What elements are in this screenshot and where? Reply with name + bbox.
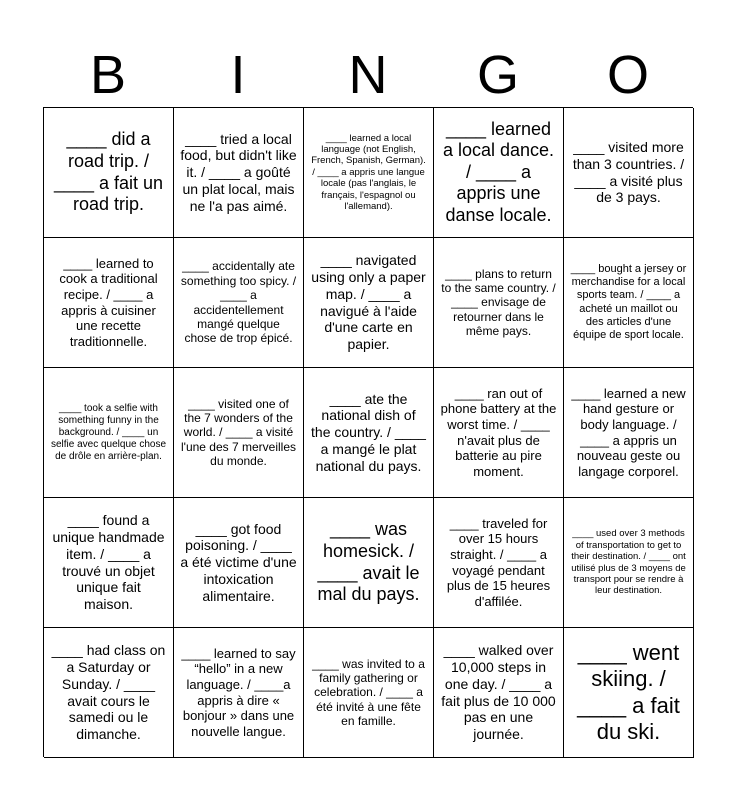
bingo-cell[interactable]: ____ learned a new hand gesture or body language. / ____ a appris un nouveau geste ou langage corporel. bbox=[564, 368, 694, 498]
header-letter-b: B bbox=[89, 45, 127, 105]
bingo-cell[interactable]: ____ plans to return to the same country. / ____ envisage de retourner dans le même pays. bbox=[434, 238, 564, 368]
bingo-cell[interactable]: ____ was invited to a family gathering or celebration. / ____ a été invité à une fête en famille. bbox=[304, 628, 434, 758]
bingo-cell[interactable]: ____ was homesick. / ____ avait le mal du pays. bbox=[304, 498, 434, 628]
header-letter-g: G bbox=[476, 45, 519, 105]
bingo-cell[interactable]: ____ learned to cook a traditional recipe. / ____ a appris à cuisiner une recette traditionnelle. bbox=[44, 238, 174, 368]
bingo-cell[interactable]: ____ visited one of the 7 wonders of the world. / ____ a visité l'une des 7 merveilles du monde. bbox=[174, 368, 304, 498]
bingo-grid bbox=[43, 107, 693, 757]
bingo-cell[interactable]: ____ visited more than 3 countries. / ____ a visité plus de 3 pays. bbox=[564, 108, 694, 238]
bingo-cell[interactable]: ____ traveled for over 15 hours straight. / ____ a voyagé pendant plus de 15 heures d'affilée. bbox=[434, 498, 564, 628]
bingo-cell[interactable]: ____ tried a local food, but didn't like it. / ____ a goûté un plat local, mais ne l'a pas aimé. bbox=[174, 108, 304, 238]
bingo-cell[interactable]: ____ walked over 10,000 steps in one day. / ____ a fait plus de 10 000 pas en une journée. bbox=[434, 628, 564, 758]
bingo-cell[interactable]: ____ ran out of phone battery at the worst time. / ____ n'avait plus de batterie au pire moment. bbox=[434, 368, 564, 498]
bingo-cell[interactable]: ____ got food poisoning. / ____ a été victime d'une intoxication alimentaire. bbox=[174, 498, 304, 628]
bingo-cell[interactable]: ____ learned to say “hello” in a new language. / ____a appris à dire « bonjour » dans une nouvelle langue. bbox=[174, 628, 304, 758]
bingo-cell[interactable]: ____ went skiing. / ____ a fait du ski. bbox=[564, 628, 694, 758]
bingo-cell[interactable]: ____ had class on a Saturday or Sunday. / ____ avait cours le samedi ou le dimanche. bbox=[44, 628, 174, 758]
bingo-cell[interactable]: ____ navigated using only a paper map. / ____ a navigué à l'aide d'une carte en papier. bbox=[304, 238, 434, 368]
bingo-header bbox=[43, 44, 693, 106]
bingo-cell[interactable]: ____ bought a jersey or merchandise for a local sports team. / ____ a acheté un maillot ou des articles d'une équipe de sport locale. bbox=[564, 238, 694, 368]
bingo-cell[interactable]: ____ did a road trip. / ____ a fait un road trip. bbox=[44, 108, 174, 238]
bingo-cell[interactable]: ____ learned a local dance. / ____ a appris une danse locale. bbox=[434, 108, 564, 238]
header-letter-n: N bbox=[348, 45, 388, 105]
header-letter-i: I bbox=[230, 45, 246, 105]
bingo-cell[interactable]: ____ accidentally ate something too spicy. / ____ a accidentellement mangé quelque chose de trop épicé. bbox=[174, 238, 304, 368]
bingo-cell[interactable]: ____ took a selfie with something funny in the background. / ____ un selfie avec quelque chose de drôle en arrière-plan. bbox=[44, 368, 174, 498]
header-letter-o: O bbox=[606, 45, 649, 105]
bingo-cell[interactable]: ____ ate the national dish of the country. / ____ a mangé le plat national du pays. bbox=[304, 368, 434, 498]
bingo-cell[interactable]: ____ found a unique handmade item. / ____ a trouvé un objet unique fait maison. bbox=[44, 498, 174, 628]
bingo-cell[interactable]: ____ used over 3 methods of transportation to get to their destination. / ____ ont utilisé plus de 3 moyens de transport pour se rendre à leur destination. bbox=[564, 498, 694, 628]
bingo-cell[interactable]: ____ learned a local language (not English, French, Spanish, German). / ____ a appris une langue locale (pas l'anglais, le français, l'espagnol ou l'allemand). bbox=[304, 108, 434, 238]
